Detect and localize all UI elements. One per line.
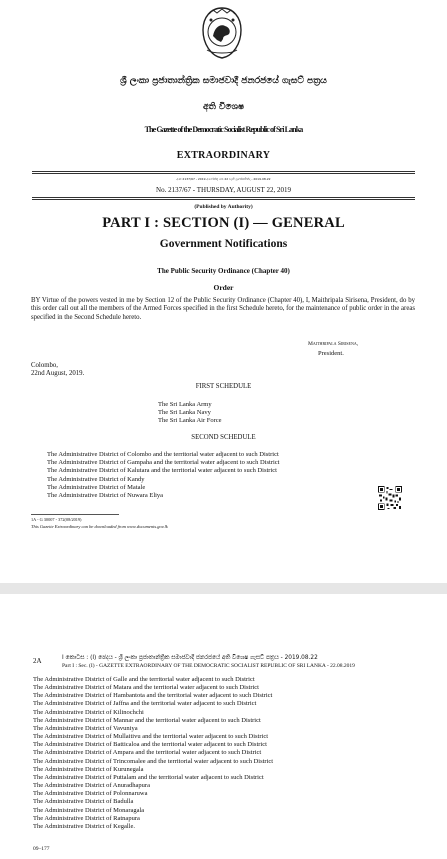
list-item: The Administrative District of Colombo and the territorial water adjacent to such District <box>47 451 279 458</box>
second-schedule-heading: SECOND SCHEDULE <box>191 434 256 441</box>
second-schedule-list-page2 <box>33 676 273 831</box>
list-item: The Administrative District of Kilinochchi <box>33 708 144 716</box>
gazette-title-english: The Gazette of the Democratic Socialist Republic of Sri Lanka <box>144 125 303 134</box>
divider <box>32 171 415 172</box>
list-item: The Administrative District of Kalutara and the territorial water adjacent to such District <box>47 467 277 475</box>
issue-line-english: No. 2137/67 - THURSDAY, AUGUST 22, 2019 <box>156 186 291 194</box>
list-item: The Administrative District of Hambantota and the territorial water adjacent to such District <box>33 692 273 700</box>
page-number: 2A <box>33 657 42 665</box>
list-item: The Administrative District of Badulla <box>33 798 134 806</box>
list-item: The Sri Lanka Navy <box>158 409 211 417</box>
order-label: Order <box>213 283 234 292</box>
place: Colombo, <box>31 362 59 369</box>
first-schedule-list <box>158 401 222 426</box>
part-heading: PART I : SECTION (I) — GENERAL <box>102 215 345 231</box>
list-item: The Administrative District of Polonnaruwa <box>33 790 148 798</box>
gazette-page-2 <box>0 594 447 859</box>
list-item: The Administrative District of Anuradhapura <box>33 782 150 790</box>
ordinance-title: The Public Security Ordinance (Chapter 40) <box>157 267 290 275</box>
place-date <box>31 362 84 378</box>
running-header-sinhala: I කොටස : (I) ඡෙදය - ශ්‍රී ලංකා ප්‍රජාතාන්ත්‍රික සමාජවාදී ජනරජයේ අති විශෙෂ ගැසට් පත්‍රය - 2019.08.22 <box>62 655 318 661</box>
list-item: The Administrative District of Gampaha and the territorial water adjacent to such District <box>47 459 280 467</box>
running-header-english: Part I : Sec. (I) - GAZETTE EXTRAORDINARY OF THE DEMOCRATIC SOCIALIST REPUBLIC OF SRI LANKA - 22.08.2019 <box>62 663 355 669</box>
list-item: The Administrative District of Matara and the territorial water adjacent to such District <box>33 684 259 692</box>
footnote-reference: 1A - G 30007 - 372(08/2019) <box>31 517 82 522</box>
page-footer-code: 09–177 <box>33 846 50 852</box>
list-item: The Administrative District of Galle and the territorial water adjacent to such District <box>33 676 255 683</box>
qr-code-icon <box>378 486 402 510</box>
second-schedule-list-page1 <box>47 451 279 500</box>
state-emblem-icon <box>199 6 245 60</box>
government-notifications-heading: Government Notifications <box>159 238 288 250</box>
list-item: The Administrative District of Kandy <box>47 475 145 483</box>
list-item: The Administrative District of Trincomalee and the territorial water adjacent to such District <box>33 757 274 765</box>
list-item: The Sri Lanka Army <box>158 401 212 408</box>
divider <box>32 199 415 200</box>
list-item: The Administrative District of Kurunegala <box>33 765 144 773</box>
signatory-name: Maithripala Sirisena, <box>308 341 359 347</box>
list-item: The Administrative District of Mannar and the territorial water adjacent to such District <box>33 716 261 724</box>
list-item: The Administrative District of Ampara and the territorial water adjacent to such District <box>33 749 262 757</box>
order-body: BY Virtue of the powers vested in me by Section 12 of the Public Security Ordinance (Chapter 40), I, Maithripala Sirisena, President, do by this order call out all the members of the Armed Forces specified in the first Schedule hereto, for the maintenance of public order in the areas specified in the Second Schedule hereto. <box>31 297 415 321</box>
list-item: The Administrative District of Monaragala <box>33 806 145 814</box>
list-item: The Administrative District of Nuwara Eliya <box>47 492 164 500</box>
first-schedule-heading: FIRST SCHEDULE <box>195 383 252 390</box>
page-gap <box>0 583 447 594</box>
divider <box>32 197 415 198</box>
list-item: The Administrative District of Puttalam and the territorial water adjacent to such District <box>33 773 264 781</box>
list-item: The Administrative District of Ratnapura <box>33 814 140 822</box>
footnote-divider <box>31 514 119 515</box>
list-item: The Administrative District of Batticaloa and the territorial water adjacent to such District <box>33 741 267 749</box>
divider <box>32 173 415 174</box>
date: 22nd August, 2019. <box>31 370 85 377</box>
list-item: The Administrative District of Jaffna and the territorial water adjacent to such District <box>33 700 257 708</box>
list-item: The Administrative District of Kegalle. <box>33 822 135 830</box>
extraordinary-label: EXTRAORDINARY <box>176 150 271 161</box>
download-notice: This Gazette Extraordinary can be downloaded from www.documents.gov.lk <box>31 524 168 529</box>
list-item: The Administrative District of Vavuniya <box>33 724 138 732</box>
issue-line-sinhala: අංක 2137/67 - 2019 අගෝස්තු මස 22 වැනි බ්‍රහස්පතින්දා - 2019.08.22 <box>176 177 271 181</box>
published-by-authority: (Published by Authority) <box>194 204 253 210</box>
extraordinary-sinhala: අති විශෙෂ <box>202 102 245 112</box>
list-item: The Administrative District of Mullaitivu and the territorial water adjacent to such District <box>33 733 269 741</box>
list-item: The Administrative District of Matale <box>47 483 146 491</box>
gazette-title-sinhala: ශ්‍රී ලංකා ප්‍රජාතාන්ත්‍රික සමාජවාදී ජනරජයේ ගැසට් පත්‍රය <box>120 76 327 86</box>
list-item: The Sri Lanka Air Force <box>158 417 222 425</box>
signatory-title: President. <box>318 350 344 357</box>
